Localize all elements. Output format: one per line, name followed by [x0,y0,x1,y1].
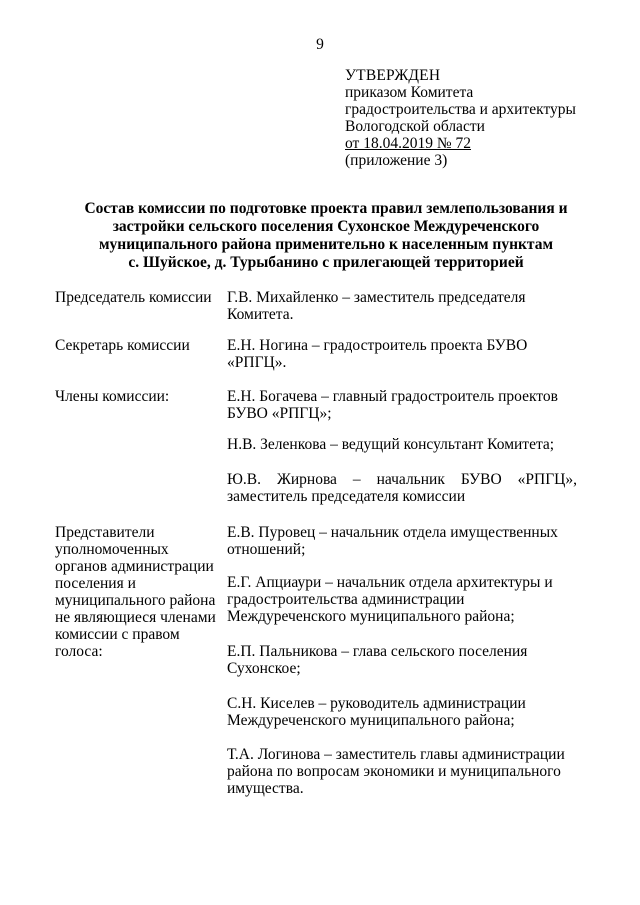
member-line: Комитета. [227,306,294,323]
heading-line: с. Шуйское, д. Турыбанино с прилегающей территорией [128,254,524,271]
member-line: градостроительства администрации [227,591,465,608]
role-label: Секретарь комиссии [55,337,190,354]
member-line: имущества. [227,780,304,797]
approval-date: от 18.04.2019 № 72 [345,135,471,152]
member-line: района по вопросам экономики и муниципального [227,763,561,780]
role-representatives [55,524,220,660]
member-bogacheva [227,388,582,422]
member-line: Т.А. Логинова – заместитель главы администрации [227,746,565,763]
role-label: Члены комиссии: [55,388,170,405]
member-zelenkova [227,436,582,453]
member-line: Сухонское; [227,660,301,677]
approval-title: УТВЕРЖДЕН [345,67,441,84]
member-kiselev [227,695,582,729]
heading-line: застройки сельского поселения Сухонское Междуреченского [112,218,540,235]
member-line: заместитель председателя комиссии [227,488,466,505]
member-line: С.Н. Киселев – руководитель администрации [227,695,526,712]
member-line: Междуреченского муниципального района; [227,712,515,729]
page-number: 9 [316,36,324,53]
heading-line: Состав комиссии по подготовке проекта правил землепользования и [84,200,568,217]
role-line: комиссии с правом [55,626,180,643]
approval-line: приказом Комитета [345,84,474,101]
member-purovets [227,524,582,558]
role-line: муниципального района [55,592,216,609]
role-members [55,388,220,405]
member-palnikova [227,643,582,677]
member-line: Н.В. Зеленкова – ведущий консультант Комитета; [227,436,555,453]
document-heading [60,200,592,272]
member-line: Е.В. Пуровец – начальник отдела имущественных [227,524,558,541]
member-line: Е.Н. Богачева – главный градостроитель проектов [227,388,558,405]
member-aptsiauri [227,574,582,625]
role-line: Представители [55,524,155,541]
member-zhirnova [227,471,577,505]
role-secretary [55,337,220,354]
member-line: Е.П. Пальникова – глава сельского поселения [227,643,528,660]
member-line: Ю.В. Жирнова – начальник БУВО «РПГЦ», [227,471,577,488]
member-line: отношений; [227,541,306,558]
role-line: не являющиеся членами [55,609,216,626]
approval-appendix: (приложение 3) [345,152,448,169]
member-line: Г.В. Михайленко – заместитель председателя [227,289,526,306]
member-chairman [227,289,582,323]
role-chairman [55,289,220,306]
role-line: уполномоченных [55,541,169,558]
role-line: поселения и [55,575,136,592]
role-line: голоса: [55,643,103,660]
member-line: Е.Н. Ногина – градостроитель проекта БУВО [227,337,528,354]
member-line: «РПГЦ». [227,354,287,371]
approval-line: градостроительства и архитектуры [345,101,576,118]
member-loginova [227,746,582,797]
heading-line: муниципального района применительно к населенным пунктам [98,236,554,253]
member-secretary [227,337,582,371]
member-line: Междуреченского муниципального района; [227,608,515,625]
approval-stamp [345,67,625,169]
approval-line: Вологодской области [345,118,485,135]
member-line: Е.Г. Апциаури – начальник отдела архитектуры и [227,574,553,591]
role-line: органов администрации [55,558,214,575]
member-line: БУВО «РПГЦ»; [227,405,332,422]
role-label: Председатель комиссии [55,289,212,306]
